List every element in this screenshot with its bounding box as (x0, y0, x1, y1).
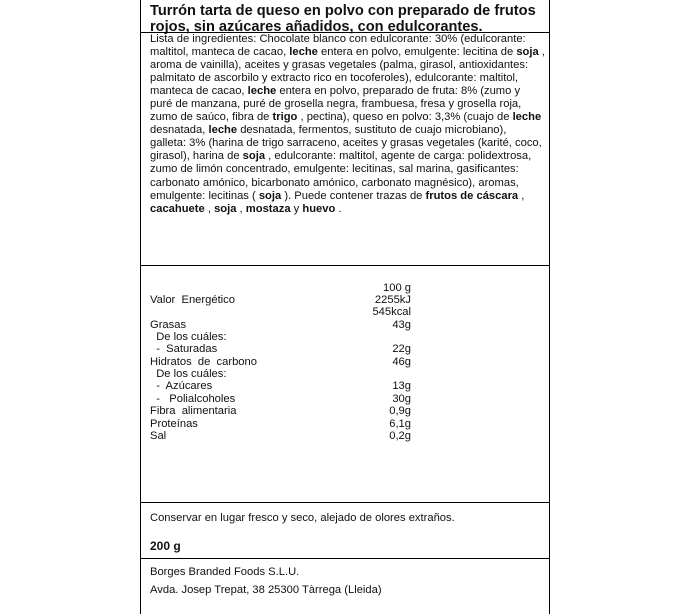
product-label (140, 0, 550, 614)
ingredient-text: entera en polvo, preparado de fruta: 8% (zumo y puré de manzana, puré de grosella negra, frambuesa, fresa y grosella roja, zumo de saúco, fibra de (150, 85, 522, 124)
nutrition-row-value: 0,2g (389, 429, 411, 442)
allergen-highlight: mostaza (245, 202, 291, 215)
nutrition-row-label: Proteínas (150, 417, 198, 430)
storage-instructions: Conservar en lugar fresco y seco, alejado de olores extraños. (150, 512, 455, 524)
ingredient-text: , (204, 202, 215, 215)
ingredient-text: entera en polvo, emulgente: lecitina de (317, 46, 517, 59)
product-title: Turrón tarta de queso en polvo con preparado de frutos rojos, sin azúcares añadidos, con edulcorantes. (150, 3, 536, 35)
divider (141, 502, 549, 503)
nutrition-row-label: - Saturadas (150, 343, 218, 356)
allergen-highlight: frutos de cáscara (425, 189, 519, 202)
allergen-highlight: leche (247, 85, 277, 98)
nutrition-row-value: 13g (392, 380, 411, 393)
ingredient-text: , edulcorante: maltitol, agente de carga: polidextrosa, zumo de limón concentrado, emulgente: lecitinas, sal marina, gasificantes: carbonato amónico, bicarbonato amónico, carbonato magnésico), aromas, emulgente: lecitinas ( (150, 150, 532, 202)
nutrition-row-label: Sal (150, 429, 167, 442)
nutrition-table (141, 266, 549, 502)
ingredient-text: y (290, 202, 303, 215)
nutrition-row-value: 0,9g (389, 405, 411, 418)
nutrition-row-value: 6,1g (389, 417, 411, 430)
nutrition-row-value: 30g (392, 392, 411, 405)
allergen-highlight: soja (214, 202, 237, 215)
allergen-highlight: trigo (272, 111, 298, 124)
company-name: Borges Branded Foods S.L.U. (150, 566, 300, 578)
nutrition-row-label: De los cuáles: (150, 331, 227, 344)
allergen-highlight: soja (516, 46, 539, 59)
nutrition-row-label: Fibra alimentaria (150, 405, 237, 418)
nutrition-row-label: Valor Energético (150, 294, 235, 306)
ingredient-text: . (335, 202, 342, 215)
allergen-highlight: leche (289, 46, 318, 59)
ingredient-text: ). Puede contener trazas de (281, 189, 426, 202)
nutrition-row-label: Hidratos de carbono (150, 355, 257, 368)
ingredient-text: , (518, 189, 525, 202)
ingredient-text: , pectina), queso en polvo: 3,3% (cuajo de (297, 111, 513, 124)
nutrition-row-label: De los cuáles: (150, 368, 227, 381)
ingredient-text: desnatada, fermentos, sustituto de cuajo microbiano), galleta: 3% (harina de trigo sarraceno, aceites y grasas vegetales (karité, coco, girasol), harina de (150, 124, 542, 163)
allergen-highlight: soja (242, 150, 266, 163)
allergen-highlight: leche (512, 111, 542, 124)
ingredients-list (150, 33, 545, 216)
allergen-highlight: cacahuete (150, 202, 205, 215)
nutrition-row-value: 43g (392, 318, 411, 331)
net-weight: 200 g (150, 539, 181, 553)
allergen-highlight: soja (258, 189, 282, 202)
ingredient-text: Lista de ingredientes: Chocolate blanco con edulcorante: 30% (edulcorante: maltitol, manteca de cacao, (150, 33, 526, 59)
nutrition-header: 100 g (383, 282, 411, 294)
ingredient-text: , (236, 202, 246, 215)
allergen-highlight: leche (208, 124, 238, 137)
nutrition-row-label: Grasas (150, 318, 187, 331)
divider (141, 558, 549, 559)
nutrition-row-label: - Polialcoholes (150, 392, 236, 405)
nutrition-row-value: 2255kJ (374, 294, 411, 306)
nutrition-row-value: 545kcal (372, 306, 411, 319)
nutrition-row-label: - Azúcares (150, 380, 213, 393)
ingredient-text: desnatada, (150, 124, 209, 137)
allergen-highlight: huevo (302, 202, 336, 215)
ingredient-text: , aroma de vainilla), aceites y grasas vegetales (palma, girasol, antioxidantes: palmitato de ascorbilo y extracto rico en tocoferoles), edulcorante: maltitol, manteca de cacao, (150, 46, 545, 98)
nutrition-row-value: 46g (392, 355, 411, 368)
company-address: Avda. Josep Trepat, 38 25300 Tàrrega (Lleida) (150, 584, 382, 596)
nutrition-row-value: 22g (392, 343, 411, 356)
